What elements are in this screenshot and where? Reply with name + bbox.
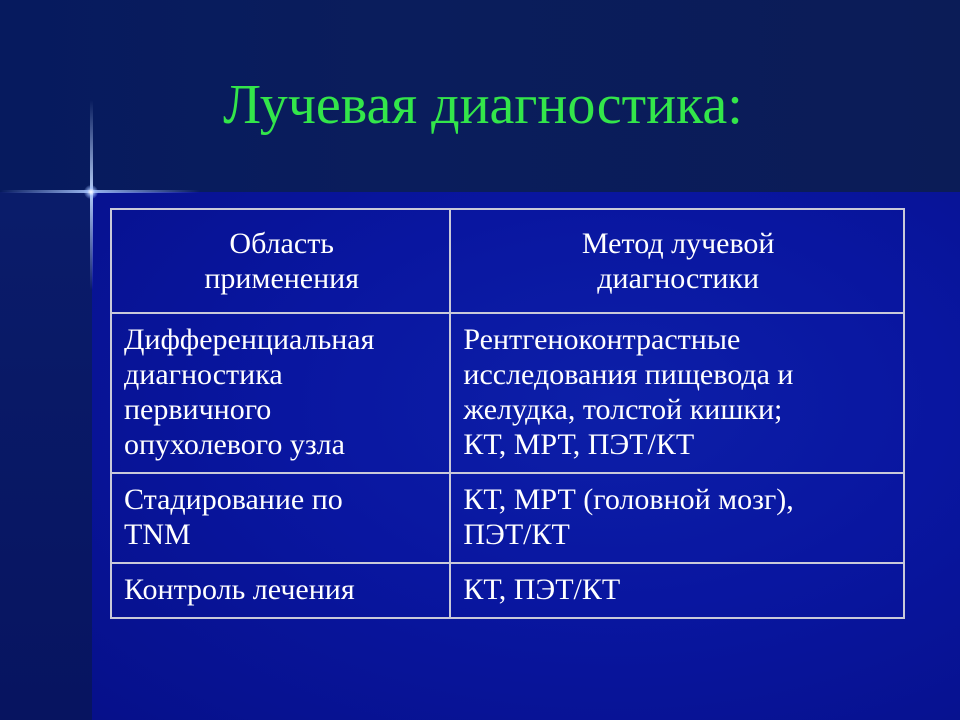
cell-line: первичного bbox=[124, 393, 272, 426]
header-method-line: Метод лучевой bbox=[581, 227, 775, 260]
cell-line: Рентгеноконтрастные bbox=[463, 323, 741, 356]
cell-area bbox=[111, 313, 450, 473]
cell-line: Стадирование по bbox=[124, 483, 343, 516]
background-left-band bbox=[0, 192, 92, 720]
table-row bbox=[111, 563, 904, 618]
light-flare-core bbox=[84, 185, 98, 199]
light-flare-horizontal bbox=[0, 190, 200, 193]
cell-area bbox=[111, 473, 450, 563]
slide-title-text: Лучевая диагностика: bbox=[223, 74, 743, 136]
cell-line: диагностика bbox=[124, 358, 283, 391]
header-cell-area bbox=[111, 209, 450, 313]
cell-line: опухолевого узла bbox=[124, 428, 345, 461]
slide-title bbox=[0, 70, 960, 140]
cell-line: TNM bbox=[124, 518, 191, 551]
table-header-row bbox=[111, 209, 904, 313]
header-area-line: применения bbox=[204, 262, 360, 295]
cell-method bbox=[450, 473, 904, 563]
cell-method bbox=[450, 563, 904, 618]
table-row bbox=[111, 313, 904, 473]
cell-line: КТ, МРТ, ПЭТ/КТ bbox=[463, 428, 695, 461]
header-area-line: Область bbox=[229, 227, 334, 260]
header-cell-method bbox=[450, 209, 904, 313]
cell-line: КТ, ПЭТ/КТ bbox=[463, 573, 621, 606]
cell-line: ПЭТ/КТ bbox=[463, 518, 570, 551]
cell-line: Дифференциальная bbox=[124, 323, 375, 356]
diagnostics-table bbox=[110, 208, 905, 619]
header-method-line: диагностики bbox=[597, 262, 760, 295]
cell-method bbox=[450, 313, 904, 473]
cell-area bbox=[111, 563, 450, 618]
cell-line: КТ, МРТ (головной мозг), bbox=[463, 483, 794, 516]
cell-line: Контроль лечения bbox=[124, 573, 355, 606]
cell-line: исследования пищевода и bbox=[463, 358, 794, 391]
cell-line: желудка, толстой кишки; bbox=[463, 393, 783, 426]
table-row bbox=[111, 473, 904, 563]
